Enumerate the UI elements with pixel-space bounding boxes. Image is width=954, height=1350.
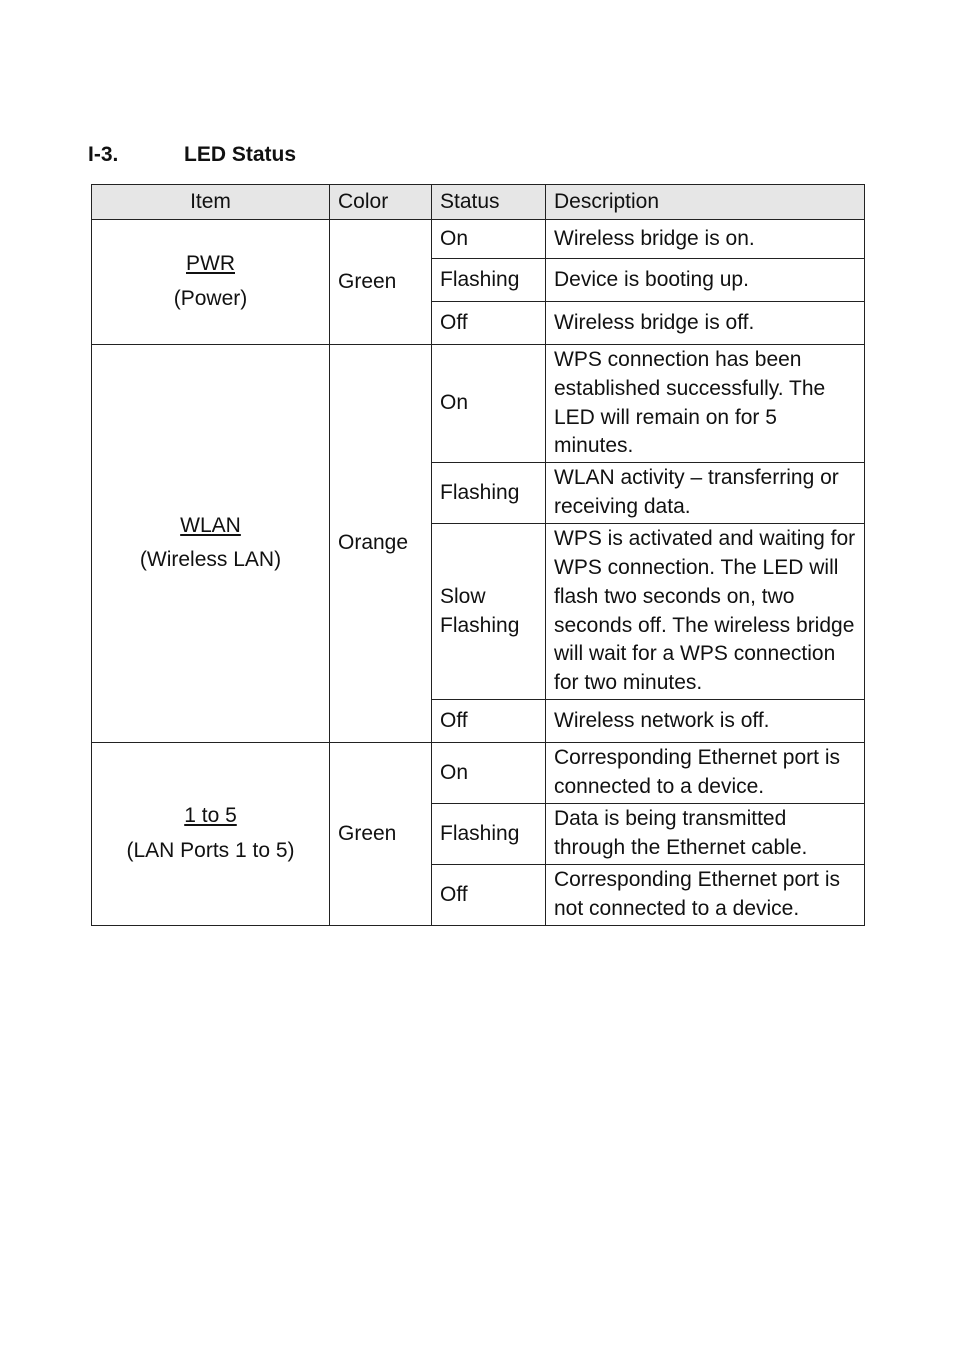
header-status: Status: [432, 185, 546, 220]
header-color: Color: [330, 185, 432, 220]
item-name: WLAN: [180, 513, 241, 537]
item-cell-wlan: [92, 345, 330, 743]
description-cell: Data is being transmitted through the Ethernet cable.: [546, 803, 865, 864]
color-cell: Orange: [330, 345, 432, 743]
item-subtitle: (Power): [173, 287, 248, 310]
status-cell: Flashing: [432, 259, 546, 302]
table-row: [92, 742, 865, 803]
section-number: I-3.: [88, 143, 119, 166]
status-cell: Off: [432, 699, 546, 742]
status-cell: On: [432, 345, 546, 463]
status-cell: Flashing: [432, 803, 546, 864]
status-cell: Flashing: [432, 463, 546, 524]
item-subtitle: (Wireless LAN): [139, 548, 282, 572]
section-title: LED Status: [184, 143, 297, 166]
description-cell: Device is booting up.: [546, 259, 865, 302]
color-cell: Green: [330, 742, 432, 925]
description-cell: Wireless network is off.: [546, 699, 865, 742]
description-cell: Corresponding Ethernet port is not connected to a device.: [546, 864, 865, 925]
status-cell: Off: [432, 864, 546, 925]
description-cell: WPS is activated and waiting for WPS connection. The LED will flash two seconds on, two seconds off. The wireless bridge will wait for a WPS connection for two minutes.: [546, 524, 865, 700]
table-header-row: [92, 185, 865, 220]
table-row: [92, 220, 865, 259]
status-cell: On: [432, 220, 546, 259]
color-cell: Green: [330, 220, 432, 345]
item-name: PWR: [186, 252, 235, 276]
led-status-table: [91, 184, 865, 926]
section-heading: [88, 141, 296, 169]
status-cell: Slow Flashing: [432, 524, 546, 700]
description-cell: Wireless bridge is off.: [546, 302, 865, 345]
table-row: [92, 345, 865, 463]
status-cell: On: [432, 742, 546, 803]
item-name: 1 to 5: [184, 804, 237, 828]
description-cell: Corresponding Ethernet port is connected to a device.: [546, 742, 865, 803]
item-cell-pwr: [92, 220, 330, 345]
status-cell: Off: [432, 302, 546, 345]
item-cell-lan-ports: [92, 742, 330, 925]
header-description: Description: [546, 185, 865, 220]
description-cell: WLAN activity – transferring or receiving data.: [546, 463, 865, 524]
description-cell: WPS connection has been established successfully. The LED will remain on for 5 minutes.: [546, 345, 865, 463]
item-subtitle: (LAN Ports 1 to 5): [126, 838, 295, 862]
description-cell: Wireless bridge is on.: [546, 220, 865, 259]
header-item: Item: [92, 185, 330, 220]
